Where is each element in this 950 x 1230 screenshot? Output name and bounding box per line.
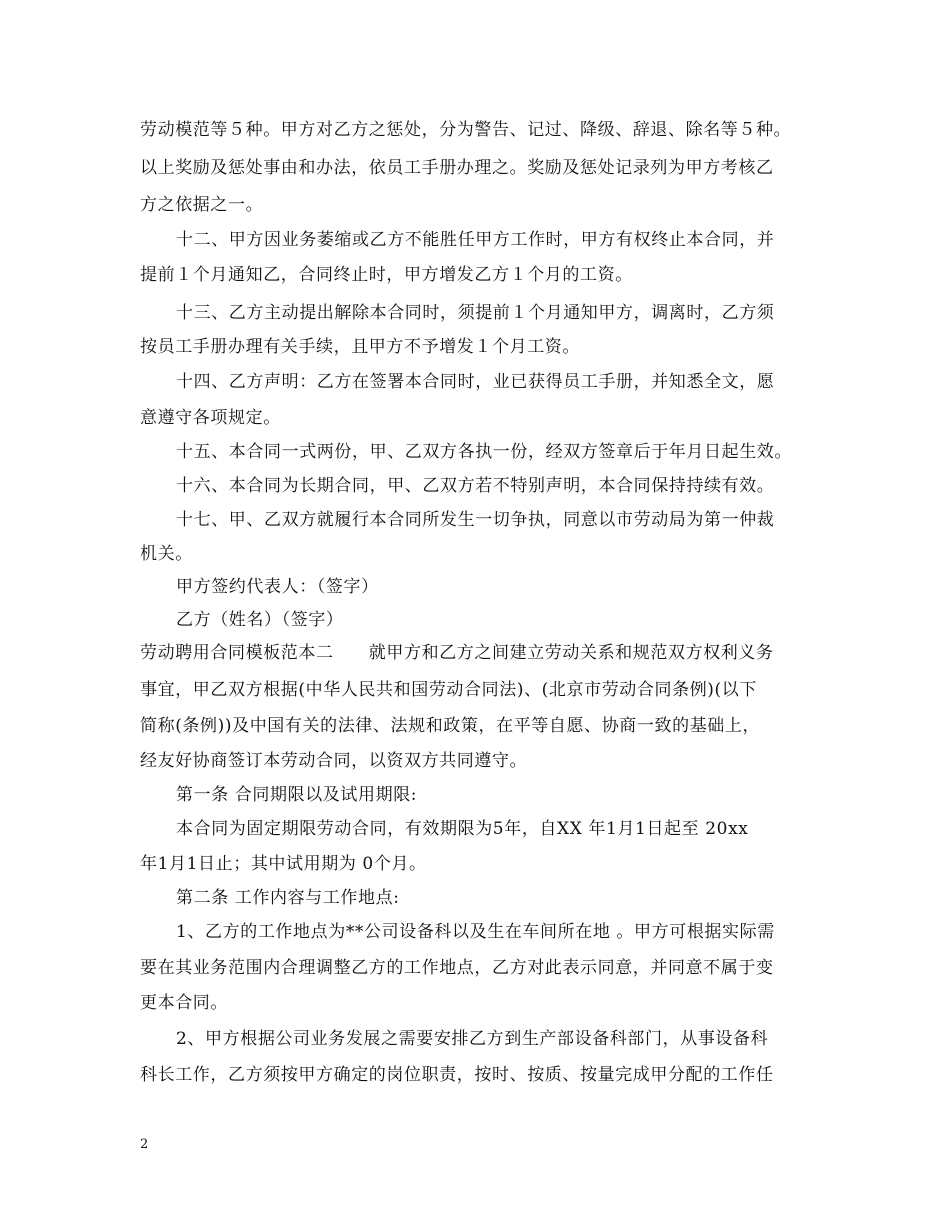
- text-line: 经友好协商签订本劳动合同，以资双方共同遵守。: [140, 751, 528, 771]
- text-line: 十三、乙方主动提出解除本合同时，须提前１个月通知甲方，调离时，乙方须: [176, 303, 775, 323]
- text-line: 十七、甲、乙双方就履行本合同所发生一切争执，同意以市劳动局为第一仲裁: [176, 510, 775, 530]
- text-line: 年1月1日止；其中试用期为 0个月。: [140, 854, 427, 874]
- text-line: 以上奖励及惩处事由和办法，依员工手册办理之。奖励及惩处记录列为甲方考核乙: [140, 158, 774, 178]
- text-line: 十六、本合同为长期合同，甲、乙双方若不特别声明，本合同保持持续有效。: [176, 476, 775, 496]
- text-line: 甲方签约代表人：（签字）: [176, 577, 379, 597]
- text-line: 意遵守各项规定。: [140, 408, 281, 428]
- text-line: 2、甲方根据公司业务发展之需要安排乙方到生产部设备科部门，从事设备科: [176, 1029, 769, 1049]
- text-line: 劳动聘用合同模板范本二 就甲方和乙方之间建立劳动关系和规范双方权利义务: [140, 643, 774, 663]
- text-line: 1、乙方的工作地点为**公司设备科以及生在车间所在地 。甲方可根据实际需: [176, 922, 775, 942]
- text-line: 第二条 工作内容与工作地点:: [176, 888, 400, 908]
- text-line: 要在其业务范围内合理调整乙方的工作地点，乙方对此表示同意，并同意不属于变: [140, 958, 774, 978]
- text-line: 事宜，甲乙双方根据(中华人民共和国劳动合同法)、(北京市劳动合同条例)(以下: [140, 680, 757, 700]
- text-line: 按员工手册办理有关手续，且甲方不予增发１个月工资。: [140, 337, 580, 357]
- text-line: 更本合同。: [140, 993, 228, 1013]
- page-number: 2: [140, 1137, 149, 1152]
- text-line: 劳动模范等５种。甲方对乙方之惩处，分为警告、记过、降级、辞退、除名等５种。: [140, 120, 792, 140]
- text-line: 简称(条例))及中国有关的法律、法规和政策，在平等自愿、协商一致的基础上，: [140, 716, 761, 736]
- text-line: 十二、甲方因业务萎缩或乙方不能胜任甲方工作时，甲方有权终止本合同，并: [176, 230, 775, 250]
- text-line: 提前１个月通知乙，合同终止时，甲方增发乙方１个月的工资。: [140, 265, 633, 285]
- text-line: 方之依据之一。: [140, 195, 264, 215]
- text-line: 科长工作，乙方须按甲方确定的岗位职责，按时、按质、按量完成甲分配的工作任: [140, 1065, 774, 1085]
- text-line: 第一条 合同期限以及试用期限:: [176, 785, 418, 805]
- text-line: 十五、本合同一式两份，甲、乙双方各执一份，经双方签章后于年月日起生效。: [176, 442, 792, 462]
- text-line: 本合同为固定期限劳动合同，有效期限为5年，自XX 年1月1日起至 20xx: [176, 819, 749, 839]
- text-line: 十四、乙方声明：乙方在签署本合同时，业已获得员工手册，并知悉全文，愿: [176, 372, 775, 392]
- text-line: 机关。: [140, 544, 193, 564]
- text-line: 乙方（姓名）（签字）: [176, 610, 344, 630]
